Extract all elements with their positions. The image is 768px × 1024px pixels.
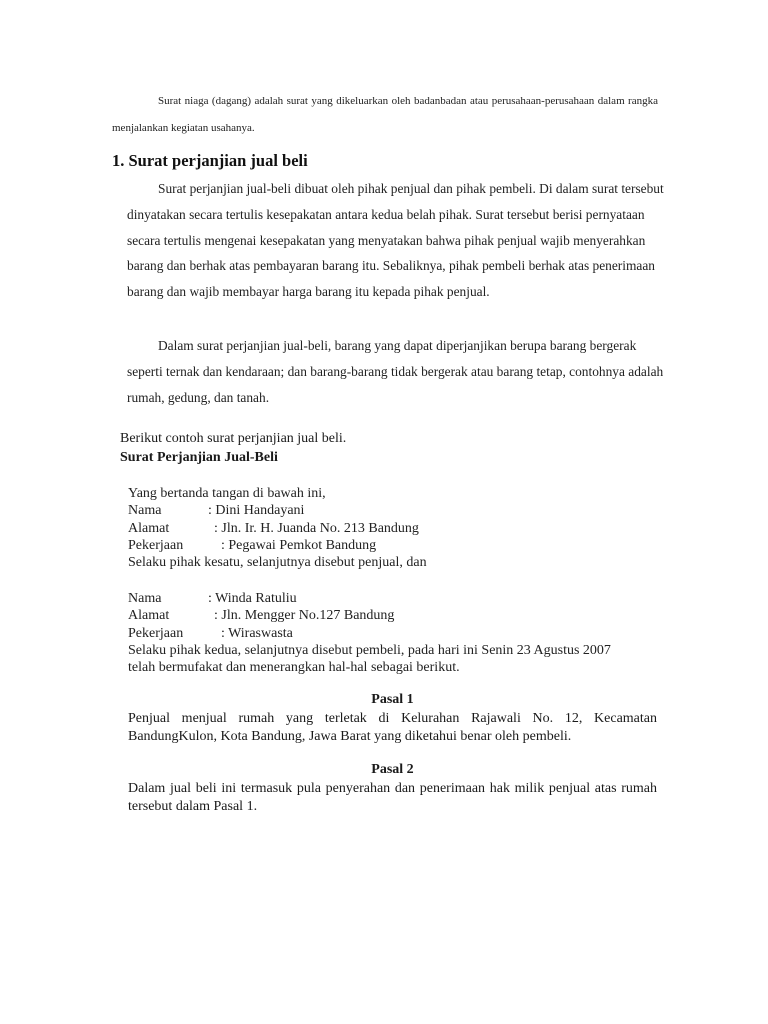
party-2-role-line-2: telah bermufakat dan menerangkan hal-hal sebagai berikut. [128, 660, 460, 676]
pasal-2-text: Dalam jual beli ini termasuk pula penyerahan dan penerimaan hak milik penjual atas rumah tersebut dalam Pasal 1. [128, 781, 657, 814]
pasal-1-title: Pasal 1 [371, 692, 414, 707]
party-2-block [128, 590, 657, 676]
section-paragraph-1 [127, 176, 667, 305]
party-2-nama-value: : Winda Ratuliu [208, 591, 297, 606]
intro-paragraph: Surat niaga (dagang) adalah surat yang dikeluarkan oleh badanbadan atau perusahaan-perusahaan dalam rangka menjalankan kegiatan usahanya. [112, 95, 658, 134]
party-1-alamat-row [128, 520, 657, 537]
party-2-role-line-1: Selaku pihak kedua, selanjutnya disebut pembeli, pada hari ini Senin 23 Agustus 2007 [128, 642, 611, 658]
section-heading: 1. Surat perjanjian jual beli [112, 151, 308, 170]
example-intro: Berikut contoh surat perjanjian jual beli. [120, 431, 347, 446]
party-2-pekerjaan-label: Pekerjaan [128, 625, 184, 641]
party-1-pekerjaan-label: Pekerjaan [128, 537, 184, 553]
party-2-alamat-row [128, 607, 657, 624]
party-2-pekerjaan-value: : Wiraswasta [221, 625, 293, 641]
party-1-nama-label: Nama [128, 503, 162, 519]
party-1-role: Selaku pihak kesatu, selanjutnya disebut penjual, dan [128, 555, 427, 571]
party-2-alamat-label: Alamat [128, 608, 170, 624]
section-paragraph-2-text: Dalam surat perjanjian jual-beli, barang yang dapat diperjanjikan berupa barang bergerak seperti ternak dan kendaraan; dan barang-barang tidak bergerak atau barang tetap, contohnya adalah rumah, gedung, dan tanah. [127, 338, 664, 405]
party-2-nama-label: Nama [128, 591, 162, 606]
party-1-pekerjaan-row [128, 537, 657, 554]
party-1-nama-row [128, 502, 657, 519]
section-paragraph-2 [127, 333, 667, 410]
party-2-alamat-value: : Jln. Mengger No.127 Bandung [214, 608, 395, 624]
example-title: Surat Perjanjian Jual-Beli [120, 450, 278, 465]
party-1-nama-value: : Dini Handayani [208, 503, 305, 519]
party-1-alamat-value: : Jln. Ir. H. Juanda No. 213 Bandung [214, 520, 419, 536]
party-2-nama-row [128, 590, 657, 607]
party-2-pekerjaan-row [128, 625, 657, 642]
section-paragraph-1-text: Surat perjanjian jual-beli dibuat oleh pihak penjual dan pihak pembeli. Di dalam surat tersebut dinyatakan secara tertulis kesepakatan antara kedua belah pihak. Surat tersebut berisi pernyataan secara tertulis mengenai kesepakatan yang menyatakan bahwa pihak penjual wajib menyerahkan barang dan berhak atas pembayaran barang itu. Sebaliknya, pihak pembeli berhak atas penerimaan barang dan wajib membayar harga barang itu kepada pihak penjual. [127, 181, 664, 300]
party-1-alamat-label: Alamat [128, 520, 170, 536]
party-1-block [128, 485, 657, 571]
opening-line: Yang bertanda tangan di bawah ini, [128, 486, 326, 501]
party-1-pekerjaan-value: : Pegawai Pemkot Bandung [221, 537, 377, 553]
pasal-2-title: Pasal 2 [371, 762, 414, 777]
pasal-1-text: Penjual menjual rumah yang terletak di Kelurahan Rajawali No. 12, Kecamatan BandungKulon, Kota Bandung, Jawa Barat yang diketahui benar oleh pembeli. [128, 711, 657, 744]
